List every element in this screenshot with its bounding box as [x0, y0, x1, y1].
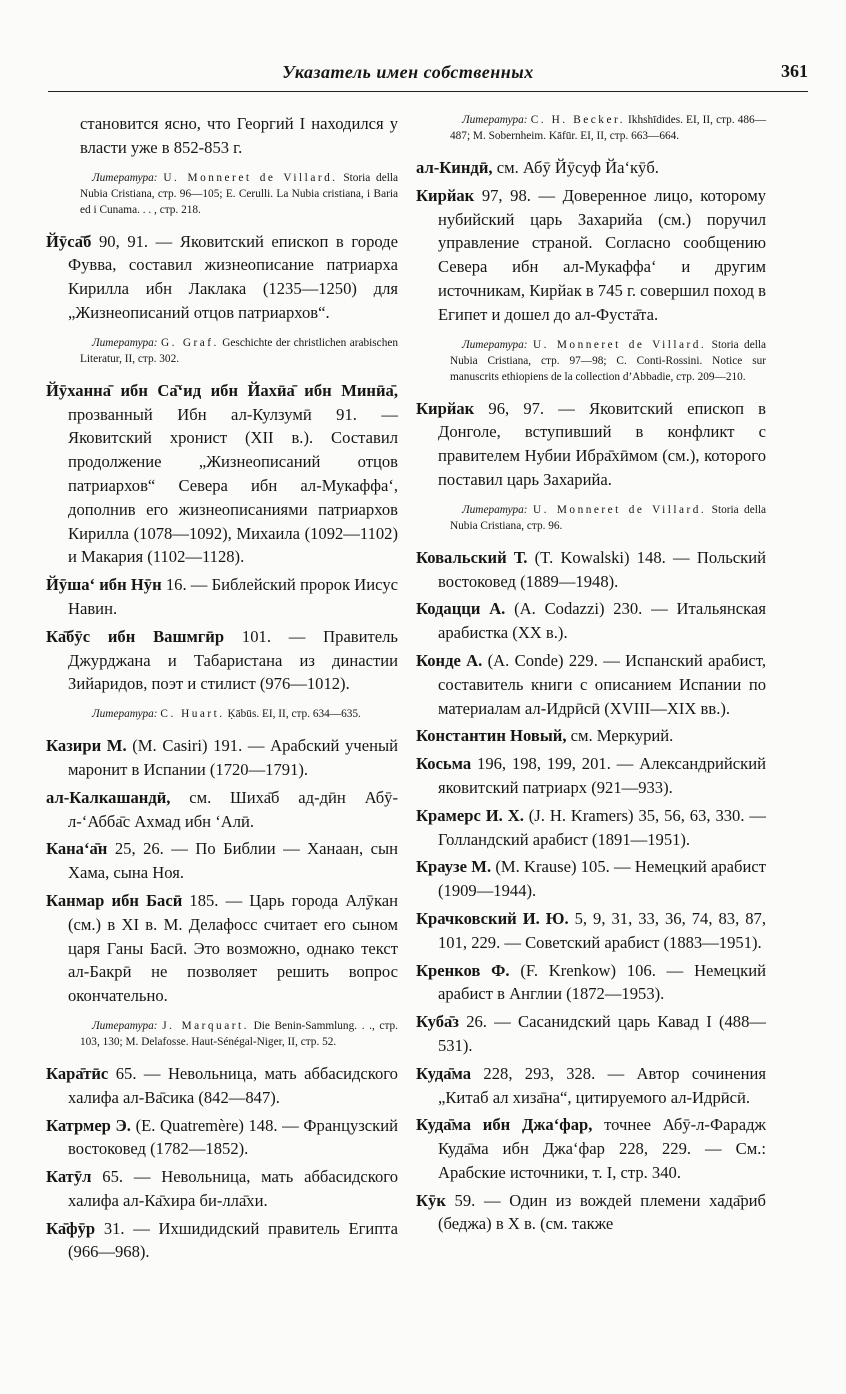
index-entry — [416, 597, 766, 645]
entry-text: 65. — Невольница, мать аббасидского халифа ал-Ва̄сика (842—847). — [68, 1063, 398, 1107]
entry-headword: Кӯк — [416, 1190, 446, 1210]
literature-author: U. Monneret de Villard. — [533, 503, 707, 516]
entry-text: 97, 98. — Доверенное лицо, которому нубийский царь Захарийа (см.) поручил управление страной. Согласно сообщению Севера ибн ал-Мукаффа‘ и другим источникам, Кирйак в 745 г. совершил поход в Египет и дошел до ал-Фуста̄та. — [438, 185, 767, 324]
entry-text: (F. Krenkow) 106. — Немецкий арабист в Англии (1872—1953). — [438, 960, 766, 1004]
index-entry — [46, 786, 398, 834]
literature-note — [416, 502, 766, 534]
entry-headword: Конде А. — [416, 650, 483, 670]
entry-text: 96, 97. — Яковитский епископ в Донголе, вступивший в конфликт с правителем Нубии Ибра̄хӣмом (см.), которого поставил царь Захарийа. — [438, 398, 766, 489]
entry-text: 5, 9, 31, 33, 36, 74, 83, 87, 101, 229. — Советский арабист (1883—1951). — [438, 908, 766, 952]
index-entry — [416, 397, 766, 492]
entry-text: 59. — Один из вождей племени хада̄риб (беджа) в X в. (см. также — [438, 1190, 766, 1234]
entry-headword: Куда̄ма — [416, 1063, 472, 1083]
page-header — [48, 58, 808, 92]
literature-author: U. Monneret de Villard. — [163, 171, 338, 184]
entry-headword: Константин Новый, — [416, 726, 567, 746]
right-column — [416, 112, 766, 1240]
entry-headword: Кана‘а̄н — [46, 839, 108, 859]
entry-headword: Катрмер Э. — [46, 1115, 131, 1135]
running-title: Указатель имен собственных — [282, 62, 534, 82]
index-entry — [416, 1062, 766, 1110]
entry-headword: ал-Калкашандӣ, — [46, 787, 171, 807]
entry-text: прозванный Ибн ал-Кулзумӣ 91. — Яковитский хронист (XII в.). Составил продолжение „Жизнеописаний отцов патриархов“ Севера ибн ал-Мукаффа‘, дополнив его жизнеописаниями патриархов Кирилла (1078—1092), Михаила (1092—1102) и Макария (1102—1128). — [68, 404, 398, 567]
literature-text: Ikhshīdides. EI, II, стр. 486—487; M. Sobernheim. Kāfūr. EI, II, стр. 663—664. — [450, 114, 766, 142]
entry-text: 228, 293, 328. — Автор сочинения „Китаб ал хиза̄на“, цитируемого ал-Идрӣсӣ. — [438, 1063, 766, 1107]
literature-label: Литература: — [92, 171, 158, 184]
header-rule — [48, 91, 808, 92]
index-entry — [46, 573, 398, 621]
entry-continuation: становится ясно, что Георгий I находился у власти уже в 852-853 г. — [80, 114, 398, 157]
literature-author: C. H. Becker. — [530, 114, 625, 126]
entry-text: 26. — Сасанидский царь Кавад I (488—531). — [438, 1012, 766, 1055]
entry-text: 65. — Невольница, мать аббасидского халифа ал-Ка̄хира би-лла̄хи. — [68, 1167, 398, 1210]
entry-headword: Катӯл — [46, 1167, 92, 1187]
index-entry — [416, 724, 766, 748]
index-entry — [416, 804, 766, 852]
entry-headword: Кара̄тӣс — [46, 1063, 109, 1083]
entry-text: 31. — Ихшидидский правитель Египта (966—968). — [68, 1218, 398, 1262]
literature-note — [46, 1018, 398, 1050]
entry-headword: Куда̄ма ибн Джа‘фар, — [416, 1115, 593, 1135]
entry-headword: Краузе М. — [416, 857, 492, 877]
entry-text: (T. Kowalski) 148. — Польский востоковед (1889—1948). — [438, 547, 766, 591]
index-entry — [46, 889, 398, 1008]
entry-headword: Крамерс И. Х. — [416, 805, 524, 825]
index-entry — [46, 837, 398, 885]
entry-text: см. Абӯ Йӯсуф Йа‘кӯб. — [496, 158, 659, 177]
entry-headword: Кодацци А. — [416, 599, 506, 619]
index-entry — [46, 1114, 398, 1162]
entry-text: 185. — Царь города Алӯкан (см.) в XI в. М. Делафосс считает его сыном царя Ганы Басӣ. Это возможно, однако текст ал-Бакрӣ не позволяет решить вопрос окончательно. — [68, 890, 399, 1006]
literature-label: Литература: — [92, 708, 158, 721]
literature-text: Storia della Nubia Cristiana, стр. 96. — [450, 503, 767, 532]
literature-author: U. Monneret de Villard. — [533, 338, 707, 351]
entry-text: точнее Абӯ-л-Фарадж Куда̄ма ибн Джа‘фар 228, 229. — См.: Арабские источники, т. I, стр. 340. — [438, 1115, 766, 1182]
entry-text: 101. — Правитель Джурджана и Табаристана из династии Зийаридов, поэт и стилист (976—1012). — [68, 626, 398, 694]
index-entry — [416, 752, 766, 800]
entry-headword: Куба̄з — [416, 1012, 459, 1032]
entry-headword: Крачковский И. Ю. — [416, 908, 569, 928]
literature-author: C. Huart. — [160, 708, 225, 721]
entry-headword: Йӯса̄б — [46, 231, 92, 251]
entry-headword: Ка̄фӯр — [46, 1218, 96, 1238]
literature-label: Литература: — [462, 338, 528, 351]
literature-label: Литература: — [462, 503, 528, 516]
literature-label: Литература: — [92, 1019, 158, 1032]
literature-label: Литература: — [92, 336, 158, 349]
entry-headword: Ковальский Т. — [416, 547, 528, 567]
literature-text: Geschichte der christlichen arabischen Literatur, II, стр. 302. — [80, 336, 399, 365]
literature-note — [46, 335, 398, 367]
index-entry — [416, 1010, 766, 1058]
entry-text: (M. Casiri) 191. — Арабский ученый маронит в Испании (1720—1791). — [68, 736, 398, 779]
index-entry — [416, 907, 766, 955]
literature-text: Storia della Nubia Cristiana, стр. 97—98; C. Conti-Rossini. Notice sur manuscrits ethiopiens de la collection d’Abbadie, стр. 209—210. — [450, 338, 767, 383]
index-entry — [46, 625, 398, 696]
entry-headword: Ка̄бӯс ибн Вашмгӣр — [46, 626, 225, 646]
index-entry — [416, 546, 766, 594]
entry-text: (M. Krause) 105. — Немецкий арабист (1909—1944). — [438, 857, 766, 901]
entry-headword: Казири М. — [46, 736, 127, 756]
entry-text: 196, 198, 199, 201. — Александрийский яковитский патриарх (921—933). — [438, 754, 766, 797]
literature-label: Литература: — [462, 114, 528, 126]
entry-text: см. Меркурий. — [570, 726, 674, 746]
index-entry — [46, 230, 398, 325]
index-entry — [416, 184, 766, 327]
index-entry — [46, 1165, 398, 1213]
entry-headword: Йӯша‘ ибн Нӯн — [46, 575, 162, 595]
entry-headword: Канмар ибн Басӣ — [46, 890, 183, 910]
entry-text: см. Шиха̄б ад-дӣн Абӯ-л-‘Абба̄с Ахмад ибн ‘Алӣ. — [68, 787, 398, 831]
left-column — [46, 112, 398, 1268]
index-entry — [46, 1217, 398, 1265]
entry-headword: Кренков Ф. — [416, 960, 510, 980]
index-entry — [416, 156, 766, 180]
entry-text: (A. Conde) 229. — Испанский арабист, составитель книги с описанием Испании по материалам ал-Идрӣсӣ (XVIII—XIX вв.). — [438, 650, 766, 718]
index-entry — [46, 734, 398, 782]
literature-author: G. Graf. — [160, 336, 219, 349]
index-entry — [416, 959, 766, 1007]
entry-text: 90, 91. — Яковитский епископ в городе Фувва, составил жизнеописание патриарха Кирилла ибн Лаклака (1235—1250) для „Жизнеописаний отцов патриархов“. — [68, 231, 398, 322]
entry-headword: Кирйак — [416, 185, 475, 205]
entry-headword: Йӯханна̄ ибн Са̄‘ид ибн Йахӣа̄ ибн Минӣа̄, — [46, 380, 398, 400]
entry-headword: ал-Киндӣ, — [416, 158, 493, 177]
entry-headword: Косьма — [416, 754, 472, 774]
entry-text: (J. H. Kramers) 35, 56, 63, 330. — Голландский арабист (1891—1951). — [438, 805, 766, 849]
entry-text: (E. Quatremère) 148. — Французский востоковед (1782—1852). — [68, 1115, 398, 1159]
literature-note — [46, 170, 398, 218]
literature-note — [416, 337, 766, 385]
index-entry — [46, 1062, 398, 1110]
literature-note — [46, 706, 398, 722]
literature-text: Storia della Nubia Cristiana, стр. 96—105; E. Cerulli. La Nubia cristiana, i Baria ed i Cunama. . . , стр. 218. — [80, 171, 398, 216]
index-entry — [416, 649, 766, 720]
entry-headword: Кирйак — [416, 398, 475, 418]
literature-text: Die Benin-Sammlung. . ., стр. 103, 130; M. Delafosse. Haut-Sénégal-Niger, II, стр. 52. — [80, 1019, 398, 1048]
entry-text: 16. — Библейский пророк Иисус Навин. — [68, 575, 398, 618]
index-entry — [46, 379, 398, 569]
entry-text: (A. Codazzi) 230. — Итальянская арабистка (XX в.). — [438, 599, 766, 643]
literature-text: Ḳābūs. EI, II, стр. 634—635. — [227, 708, 361, 721]
page-number: 361 — [781, 61, 808, 81]
entry-text: 25, 26. — По Библии — Ханаан, сын Хама, сына Ноя. — [68, 839, 398, 883]
index-entry — [416, 1113, 766, 1184]
index-entry — [416, 1189, 766, 1237]
index-entry — [416, 855, 766, 903]
literature-author: J. Marquart. — [162, 1019, 249, 1032]
literature-note — [416, 112, 766, 144]
